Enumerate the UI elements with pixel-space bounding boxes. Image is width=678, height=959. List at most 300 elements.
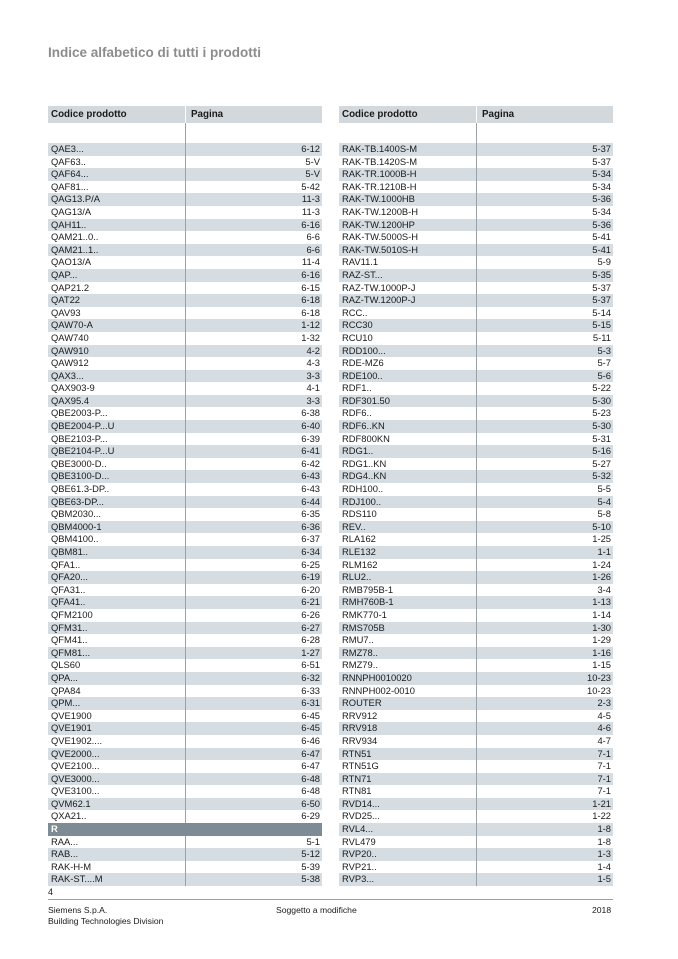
table-row xyxy=(339,357,613,370)
page-ref: 4-6 xyxy=(597,722,611,734)
table-row xyxy=(48,533,322,546)
table-row xyxy=(339,168,613,181)
table-row xyxy=(339,722,613,735)
page-ref: 11-4 xyxy=(301,256,320,268)
table-row xyxy=(339,407,613,420)
table-row xyxy=(48,559,322,572)
page-ref: 4-1 xyxy=(306,382,320,394)
page-ref: 7-1 xyxy=(597,785,611,797)
product-code: QBE63-DP... xyxy=(48,496,186,509)
page-ref: 5-15 xyxy=(592,319,611,331)
product-code: RDG1.. xyxy=(339,445,477,458)
table-row xyxy=(48,332,322,345)
table-row xyxy=(48,231,322,244)
product-code: QAX903-9 xyxy=(48,382,186,395)
page-ref: 5-41 xyxy=(592,243,611,255)
page-title: Indice alfabetico di tutti i prodotti xyxy=(48,45,261,60)
page-ref: 1-13 xyxy=(592,596,611,608)
product-code: QAW912 xyxy=(48,357,186,370)
table-row xyxy=(48,156,322,169)
product-code: RAK-TW.1200HP xyxy=(339,219,477,232)
page-ref: 5-5 xyxy=(597,483,611,495)
page-ref: 5-3 xyxy=(597,344,611,356)
page-ref: 6-34 xyxy=(301,546,320,557)
product-code: QAF64... xyxy=(48,168,186,181)
page-ref: 11-3 xyxy=(301,193,320,205)
page-ref: 1-24 xyxy=(592,558,611,570)
table-row xyxy=(339,861,613,874)
page-ref: 7-1 xyxy=(597,747,611,759)
product-code: QVE2000... xyxy=(48,748,186,761)
product-code: QBM4000-1 xyxy=(48,521,186,534)
table-row xyxy=(339,710,613,723)
product-code: QAG13/A xyxy=(48,206,186,219)
product-code: RCU10 xyxy=(339,332,477,345)
page-ref: 6-46 xyxy=(301,734,320,746)
page-ref: 4-3 xyxy=(306,357,320,369)
product-code: RMK770-1 xyxy=(339,609,477,622)
page-ref: 5-7 xyxy=(597,357,611,369)
product-code: RRV918 xyxy=(339,722,477,735)
table-row xyxy=(339,785,613,798)
page-ref: 5-36 xyxy=(592,218,611,230)
product-code: QPA... xyxy=(48,672,186,685)
page-ref: 6-44 xyxy=(301,495,320,507)
product-code: RDF1.. xyxy=(339,382,477,395)
page-ref: 5-37 xyxy=(592,143,611,154)
table-row xyxy=(48,760,322,773)
table-row xyxy=(48,206,322,219)
page-ref: 1-25 xyxy=(592,533,611,545)
table-row xyxy=(48,219,322,232)
table-row xyxy=(339,622,613,635)
page-ref: 5-4 xyxy=(597,495,611,507)
product-code: QAE3... xyxy=(48,143,186,156)
page-ref: 6-36 xyxy=(301,520,320,532)
product-code: RDG4..KN xyxy=(339,470,477,483)
table-row xyxy=(339,672,613,685)
product-code: QFA20... xyxy=(48,571,186,584)
page-ref: 6-33 xyxy=(301,684,320,696)
table-row xyxy=(48,609,322,622)
table-row xyxy=(339,345,613,358)
table-row xyxy=(48,143,322,156)
table-row xyxy=(339,307,613,320)
page-ref: 3-4 xyxy=(597,583,611,595)
page-ref: 5-37 xyxy=(592,281,611,293)
product-code: RAK-TB.1420S-M xyxy=(339,156,477,169)
table-row xyxy=(339,244,613,257)
table-row xyxy=(339,156,613,169)
page-ref: 4-2 xyxy=(306,344,320,356)
page-ref xyxy=(186,823,322,836)
footer-company-block xyxy=(48,905,163,927)
table-row xyxy=(339,596,613,609)
table-row xyxy=(48,722,322,735)
footer-notice: Soggetto a modifiche xyxy=(276,905,357,915)
table-row xyxy=(339,685,613,698)
page-ref: 3-3 xyxy=(306,369,320,381)
table-header xyxy=(48,106,322,123)
product-code: QVE3000... xyxy=(48,773,186,786)
product-code: QVM62.1 xyxy=(48,798,186,811)
page-ref: 5-39 xyxy=(301,860,320,872)
table-row xyxy=(48,483,322,496)
product-code: QAF81... xyxy=(48,181,186,194)
product-code: RNNPH0010020 xyxy=(339,672,477,685)
section-letter-row xyxy=(48,823,322,836)
table-row xyxy=(339,810,613,823)
product-code: QAH11.. xyxy=(48,219,186,232)
product-code: RTN81 xyxy=(339,785,477,798)
product-code: QPA84 xyxy=(48,685,186,698)
table-row xyxy=(339,609,613,622)
product-code: RNNPH002-0010 xyxy=(339,685,477,698)
table-row xyxy=(339,533,613,546)
product-code: QBE2004-P...U xyxy=(48,420,186,433)
page-ref: 6-20 xyxy=(301,583,320,595)
table-row xyxy=(48,458,322,471)
table-row xyxy=(48,269,322,282)
table-row xyxy=(48,420,322,433)
product-code: RVL4... xyxy=(339,823,477,836)
product-code: QVE1902.... xyxy=(48,735,186,748)
table-row xyxy=(48,445,322,458)
table-row xyxy=(339,219,613,232)
page-ref: 6-41 xyxy=(301,445,320,457)
product-code: QFA31.. xyxy=(48,584,186,597)
table-row xyxy=(339,193,613,206)
page-ref: 6-19 xyxy=(301,571,320,583)
product-code: QAG13.P/A xyxy=(48,193,186,206)
product-code: RAK-TW.1200B-H xyxy=(339,206,477,219)
product-code: RMH760B-1 xyxy=(339,596,477,609)
table-row xyxy=(339,508,613,521)
page-ref: 5-41 xyxy=(592,231,611,243)
page-ref: 1-1 xyxy=(597,546,611,557)
page-ref: 6-6 xyxy=(306,231,320,243)
table-row xyxy=(48,407,322,420)
page-ref: 5-1 xyxy=(306,835,320,847)
product-code: QAW740 xyxy=(48,332,186,345)
page-ref: 2-3 xyxy=(597,697,611,709)
product-code: RDF6..KN xyxy=(339,420,477,433)
header-page: Pagina xyxy=(191,109,224,120)
page-ref: 5-V xyxy=(305,155,320,167)
product-code: RAB... xyxy=(48,848,186,861)
page-ref: 6-48 xyxy=(301,772,320,784)
product-code: QBE2104-P...U xyxy=(48,445,186,458)
product-code: QBE61.3-DP.. xyxy=(48,483,186,496)
table-row xyxy=(339,282,613,295)
product-code: RVL479 xyxy=(339,836,477,849)
page-ref: 10-23 xyxy=(587,684,611,696)
page-ref: 6-48 xyxy=(301,785,320,797)
page-number: 4 xyxy=(48,887,54,897)
page-ref: 7-1 xyxy=(597,760,611,772)
product-code: RAK-TW.5000S-H xyxy=(339,231,477,244)
table-row xyxy=(48,659,322,672)
page-ref: 5-35 xyxy=(592,268,611,280)
product-code: RDF6.. xyxy=(339,407,477,420)
table-row xyxy=(48,873,322,886)
product-code: RVD25... xyxy=(339,810,477,823)
page-ref: 6-29 xyxy=(301,810,320,822)
index-table-right xyxy=(339,106,613,886)
table-row xyxy=(339,143,613,156)
product-code: RMB795B-1 xyxy=(339,584,477,597)
page-ref: 5-8 xyxy=(597,508,611,520)
table-row xyxy=(339,256,613,269)
page-ref: 4-7 xyxy=(597,734,611,746)
page-ref: 1-16 xyxy=(592,646,611,658)
product-code: QBE3100-D... xyxy=(48,470,186,483)
product-code: QAT22 xyxy=(48,294,186,307)
product-code: RMS705B xyxy=(339,622,477,635)
table-row xyxy=(48,697,322,710)
product-code: RCC30 xyxy=(339,319,477,332)
product-code: QFM81... xyxy=(48,647,186,660)
product-code: RMZ78.. xyxy=(339,647,477,660)
product-code: RMU7.. xyxy=(339,634,477,647)
page-ref: 10-23 xyxy=(587,671,611,683)
product-code: RRV934 xyxy=(339,735,477,748)
page-ref: 5-12 xyxy=(301,848,320,860)
page-ref: 6-35 xyxy=(301,508,320,520)
table-row xyxy=(339,773,613,786)
table-row xyxy=(48,357,322,370)
product-code: RTN51 xyxy=(339,748,477,761)
table-row xyxy=(48,773,322,786)
page-ref: 5-27 xyxy=(592,457,611,469)
page-ref: 7-1 xyxy=(597,772,611,784)
page-ref: 6-47 xyxy=(301,747,320,759)
page-ref: 6-45 xyxy=(301,722,320,734)
table-row xyxy=(339,332,613,345)
table-row xyxy=(339,445,613,458)
table-row xyxy=(48,319,322,332)
product-code: RAZ-TW.1200P-J xyxy=(339,294,477,307)
table-row xyxy=(339,269,613,282)
page-ref: 1-22 xyxy=(592,810,611,822)
product-code: RMZ79.. xyxy=(339,659,477,672)
table-row xyxy=(339,319,613,332)
product-code: QBE2003-P... xyxy=(48,407,186,420)
table-row xyxy=(339,521,613,534)
product-code: RAK-TB.1400S-M xyxy=(339,143,477,156)
page-ref: 5-32 xyxy=(592,470,611,482)
product-code: QBM81.. xyxy=(48,546,186,559)
table-row xyxy=(339,420,613,433)
product-code: RDS110 xyxy=(339,508,477,521)
product-code: QLS60 xyxy=(48,659,186,672)
table-row xyxy=(48,748,322,761)
product-code: QAO13/A xyxy=(48,256,186,269)
page-ref: 5-31 xyxy=(592,432,611,444)
table-row xyxy=(339,873,613,886)
table-row xyxy=(339,634,613,647)
table-row xyxy=(48,168,322,181)
header-page: Pagina xyxy=(482,109,515,120)
table-row xyxy=(48,256,322,269)
table-row xyxy=(339,470,613,483)
page-ref: 6-27 xyxy=(301,621,320,633)
header-code: Codice prodotto xyxy=(48,106,186,123)
page-ref: 6-50 xyxy=(301,797,320,809)
product-code: QAV93 xyxy=(48,307,186,320)
product-code: RDG1..KN xyxy=(339,458,477,471)
product-code: QAP21.2 xyxy=(48,282,186,295)
table-row xyxy=(339,496,613,509)
table-row xyxy=(48,546,322,559)
product-code: QAF63.. xyxy=(48,156,186,169)
page-ref: 6-38 xyxy=(301,407,320,419)
product-code: RDF301.50 xyxy=(339,395,477,408)
product-code: RLM162 xyxy=(339,559,477,572)
product-code: RVP3... xyxy=(339,873,477,886)
page-ref: 5-10 xyxy=(592,520,611,532)
index-table-left xyxy=(48,106,322,886)
page-ref: 1-32 xyxy=(301,331,320,343)
page-ref: 6-47 xyxy=(301,760,320,772)
product-code: RDD100... xyxy=(339,345,477,358)
page-ref: 6-26 xyxy=(301,608,320,620)
page-ref: 3-3 xyxy=(306,394,320,406)
product-code: QFA1.. xyxy=(48,559,186,572)
page-ref: 1-15 xyxy=(592,659,611,671)
product-code: QAX95.4 xyxy=(48,395,186,408)
page-ref: 1-5 xyxy=(597,873,611,885)
page-ref: 6-16 xyxy=(301,218,320,230)
product-code: RAK-TR.1000B-H xyxy=(339,168,477,181)
table-row xyxy=(48,193,322,206)
table-row xyxy=(339,748,613,761)
table-row xyxy=(48,345,322,358)
product-code: RTN51G xyxy=(339,760,477,773)
footer-year: 2018 xyxy=(592,905,612,915)
page-ref: 5-36 xyxy=(592,193,611,205)
page-ref: 1-27 xyxy=(301,646,320,658)
page-ref: 5-34 xyxy=(592,180,611,192)
page-ref: 6-16 xyxy=(301,268,320,280)
product-code: QVE1900 xyxy=(48,710,186,723)
product-code: RAZ-ST... xyxy=(339,269,477,282)
page-ref: 6-28 xyxy=(301,634,320,646)
product-code: QAM21..1.. xyxy=(48,244,186,257)
product-code: RLA162 xyxy=(339,533,477,546)
product-code: RDH100.. xyxy=(339,483,477,496)
table-row xyxy=(48,798,322,811)
page-ref: 6-43 xyxy=(301,483,320,495)
page-ref: 5-23 xyxy=(592,407,611,419)
table-row xyxy=(339,382,613,395)
page-ref: 1-3 xyxy=(597,848,611,860)
page-ref: 6-40 xyxy=(301,420,320,432)
footer-company: Siemens S.p.A. xyxy=(48,905,108,915)
table-row xyxy=(339,798,613,811)
product-code: RAK-TW.5010S-H xyxy=(339,244,477,257)
footer-division: Building Technologies Division xyxy=(48,916,164,926)
product-code: QBM2030... xyxy=(48,508,186,521)
table-row xyxy=(339,370,613,383)
table-row xyxy=(339,559,613,572)
table-row xyxy=(339,848,613,861)
table-row xyxy=(48,370,322,383)
page-ref: 1-8 xyxy=(597,823,611,835)
page-ref: 6-31 xyxy=(301,697,320,709)
page-ref: 6-25 xyxy=(301,558,320,570)
product-code: QAX3... xyxy=(48,370,186,383)
page-ref: 6-32 xyxy=(301,671,320,683)
product-code: RVP20.. xyxy=(339,848,477,861)
table-row xyxy=(48,810,322,823)
product-code: QFM41.. xyxy=(48,634,186,647)
page-ref: 1-8 xyxy=(597,835,611,847)
product-code: RAK-TR.1210B-H xyxy=(339,181,477,194)
page-ref: 5-37 xyxy=(592,155,611,167)
table-row xyxy=(48,244,322,257)
product-code: RTN71 xyxy=(339,773,477,786)
table-row xyxy=(339,836,613,849)
product-code: R xyxy=(48,823,186,836)
table-row xyxy=(48,382,322,395)
table-row xyxy=(339,395,613,408)
table-row xyxy=(48,584,322,597)
table-row xyxy=(339,231,613,244)
page-ref: 11-3 xyxy=(301,205,320,217)
product-code: RAZ-TW.1000P-J xyxy=(339,282,477,295)
page-ref: 5-9 xyxy=(597,256,611,268)
page-ref: 6-18 xyxy=(301,294,320,306)
page-ref: 6-21 xyxy=(301,596,320,608)
table-row xyxy=(339,181,613,194)
page-ref: 1-21 xyxy=(592,797,611,809)
product-code: RDJ100.. xyxy=(339,496,477,509)
page-ref: 5-22 xyxy=(592,382,611,394)
table-row xyxy=(48,294,322,307)
page-ref: 5-34 xyxy=(592,168,611,180)
page-ref: 6-15 xyxy=(301,281,320,293)
table-row xyxy=(339,647,613,660)
table-row xyxy=(339,206,613,219)
page-ref: 5-37 xyxy=(592,294,611,306)
table-row xyxy=(339,483,613,496)
page-ref: 6-51 xyxy=(301,659,320,671)
page-ref: 1-30 xyxy=(592,621,611,633)
table-row xyxy=(48,571,322,584)
product-code: RAK-H-M xyxy=(48,861,186,874)
table-row xyxy=(339,735,613,748)
product-code: QFM31.. xyxy=(48,622,186,635)
table-row xyxy=(48,647,322,660)
page-ref: 5-38 xyxy=(301,873,320,885)
product-code: QAW910 xyxy=(48,345,186,358)
table-row xyxy=(339,697,613,710)
page-ref: 5-34 xyxy=(592,205,611,217)
product-code: RAA... xyxy=(48,836,186,849)
rows-left xyxy=(48,143,322,886)
table-row xyxy=(48,433,322,446)
page-ref: 5-6 xyxy=(597,369,611,381)
product-code: QBE2103-P... xyxy=(48,433,186,446)
page-ref: 4-5 xyxy=(597,709,611,721)
page-ref: 5-16 xyxy=(592,445,611,457)
product-code: RCC.. xyxy=(339,307,477,320)
product-code: QVE1901 xyxy=(48,722,186,735)
product-code: RDE-MZ6 xyxy=(339,357,477,370)
table-row xyxy=(48,634,322,647)
table-row xyxy=(339,659,613,672)
